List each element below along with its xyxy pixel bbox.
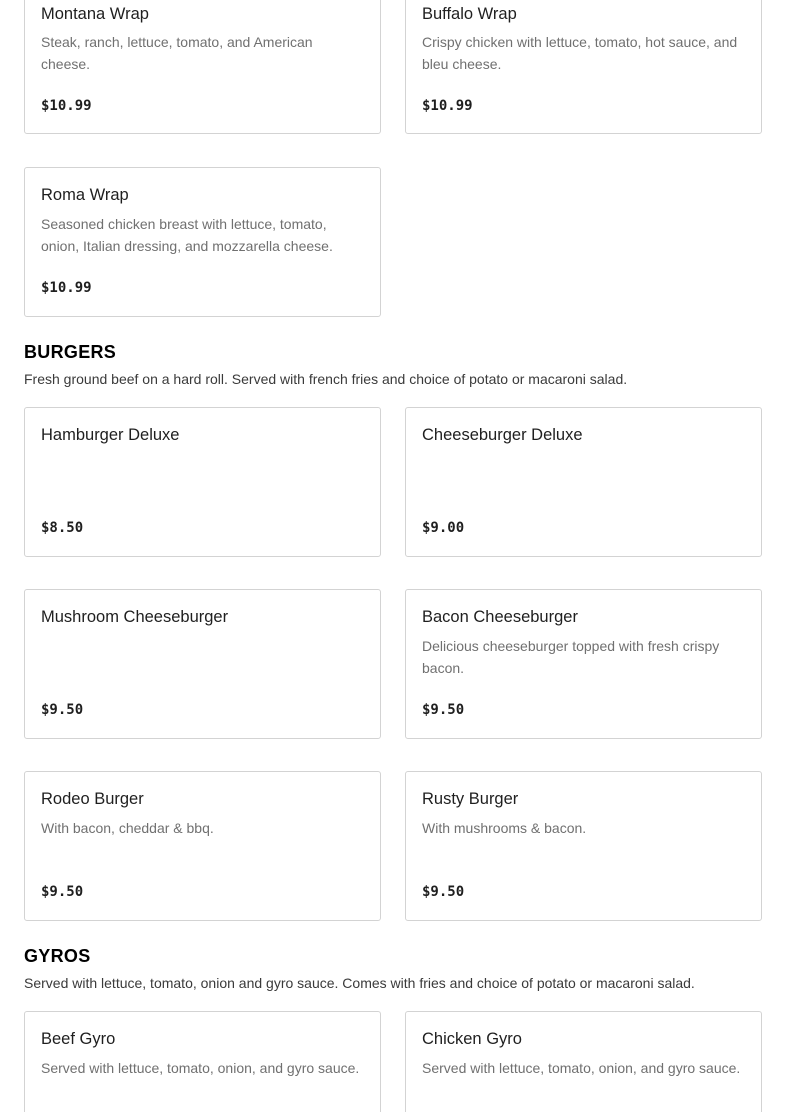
menu-item-description: Steak, ranch, lettuce, tomato, and American cheese. [41,34,313,72]
section-description-burgers: Fresh ground beef on a hard roll. Served with french fries and choice of potato or macaroni salad. [24,371,628,387]
menu-item-name: Rusty Burger [422,790,519,808]
menu-item-price: $9.50 [41,702,84,718]
menu-item-name: Roma Wrap [41,186,129,204]
menu-item-card[interactable] [24,1011,381,1112]
menu-item-description: With mushrooms & bacon. [422,820,587,836]
menu-item-name: Hamburger Deluxe [41,426,180,444]
menu-item-name: Cheeseburger Deluxe [422,426,583,444]
menu-item-price: $9.50 [41,884,84,900]
menu-item-card[interactable] [405,771,762,921]
menu-item-name: Beef Gyro [41,1030,116,1048]
menu-item-name: Rodeo Burger [41,790,144,808]
menu-item-card[interactable] [405,0,762,134]
menu-item-price: $10.99 [41,280,92,296]
menu-item-description: Seasoned chicken breast with lettuce, tomato, onion, Italian dressing, and mozzarella cheese. [41,216,333,254]
section-title-gyros: GYROS [24,946,91,966]
menu-item-description: Served with lettuce, tomato, onion, and gyro sauce. [422,1060,741,1076]
menu-item-description: Delicious cheeseburger topped with fresh crispy bacon. [422,638,720,676]
menu-item-name: Chicken Gyro [422,1030,522,1048]
menu-item-price: $10.99 [422,98,473,114]
menu-item-description: With bacon, cheddar & bbq. [41,820,214,836]
menu-item-price: $9.00 [422,520,465,536]
menu-item-card[interactable] [24,407,381,557]
menu-item-price: $10.99 [41,98,92,114]
menu-item-price: $9.50 [422,884,465,900]
menu-item-description: Crispy chicken with lettuce, tomato, hot sauce, and bleu cheese. [422,34,738,72]
section-description-gyros: Served with lettuce, tomato, onion and gyro sauce. Comes with fries and choice of potato or macaroni salad. [24,975,695,991]
menu-item-card[interactable] [405,1011,762,1112]
menu-item-name: Montana Wrap [41,5,149,23]
menu-item-name: Bacon Cheeseburger [422,608,578,626]
menu-item-card[interactable] [24,771,381,921]
menu-item-card[interactable] [405,407,762,557]
menu-item-name: Mushroom Cheeseburger [41,608,229,626]
menu-item-price: $9.50 [422,702,465,718]
menu-item-name: Buffalo Wrap [422,5,517,23]
menu-item-card[interactable] [24,589,381,739]
menu-item-price: $8.50 [41,520,84,536]
menu-item-card[interactable] [24,167,381,317]
menu-item-description: Served with lettuce, tomato, onion, and gyro sauce. [41,1060,360,1076]
section-title-burgers: BURGERS [24,342,117,362]
menu-item-card[interactable] [24,0,381,134]
menu-item-card[interactable] [405,589,762,739]
